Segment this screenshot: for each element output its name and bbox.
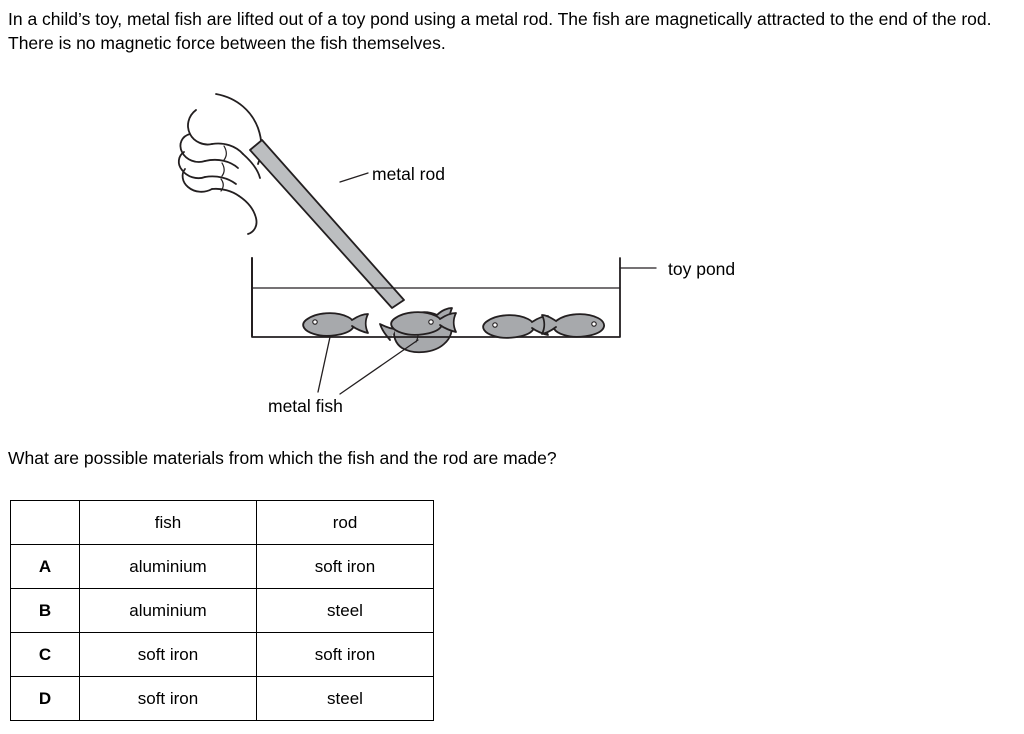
- option-b-rod: steel: [257, 589, 434, 633]
- question-stem: In a child’s toy, metal fish are lifted out of a toy pond using a metal rod. The fish are magnetically attracted to the end of the rod. There is no magnetic force between the fish themselves.: [8, 9, 992, 53]
- table-row[interactable]: [11, 589, 434, 633]
- option-label-a: A: [11, 545, 80, 589]
- leader-lines: [318, 173, 656, 394]
- pond-fish-3: [483, 315, 548, 338]
- option-label-b: B: [11, 589, 80, 633]
- answer-options-table: [10, 500, 434, 721]
- header-rod: rod: [257, 501, 434, 545]
- header-corner-cell: [11, 501, 80, 545]
- label-metal-rod: metal rod: [372, 164, 445, 184]
- figure-drawing: [0, 72, 820, 432]
- option-c-rod: soft iron: [257, 633, 434, 677]
- option-a-rod: soft iron: [257, 545, 434, 589]
- table-row[interactable]: [11, 545, 434, 589]
- option-d-fish: soft iron: [80, 677, 257, 721]
- option-label-d: D: [11, 677, 80, 721]
- table-row[interactable]: [11, 677, 434, 721]
- figure-toy-pond: [0, 72, 820, 432]
- label-metal-fish: metal fish: [268, 396, 343, 416]
- option-label-c: C: [11, 633, 80, 677]
- pond-fish-4: [542, 314, 604, 337]
- label-toy-pond: toy pond: [668, 259, 736, 279]
- option-b-fish: aluminium: [80, 589, 257, 633]
- pond-fish-1: [303, 313, 368, 336]
- option-c-fish: soft iron: [80, 633, 257, 677]
- table-row[interactable]: [11, 633, 434, 677]
- hand-drawing: [179, 94, 262, 234]
- question-prompt: What are possible materials from which the fish and the rod are made?: [8, 448, 557, 468]
- option-d-rod: steel: [257, 677, 434, 721]
- table-header-row: [11, 501, 434, 545]
- pond-fish-group: [303, 312, 604, 338]
- header-fish: fish: [80, 501, 257, 545]
- option-a-fish: aluminium: [80, 545, 257, 589]
